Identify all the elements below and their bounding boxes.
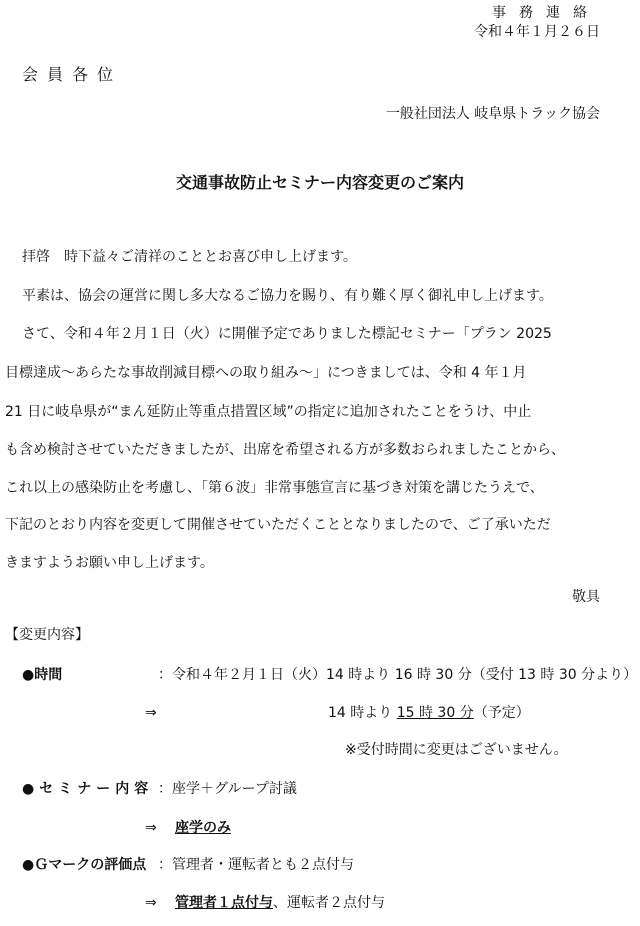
document-title: 交通事故防止セミナー内容変更のご案内 <box>175 173 464 192</box>
seminar-content-old: ：座学＋グループ討議 <box>158 781 297 797</box>
body-line: 下記のとおり内容を変更して開催させていただくこととなりましたので、ご了承いただ <box>5 517 551 533</box>
g-mark-old: ：管理者・運転者とも２点付与 <box>158 857 354 873</box>
body-line: さて、令和４年２月１日（火）に開催予定でありました標記セミナー「プラン 2025 <box>22 326 552 342</box>
time-new-value <box>328 706 530 720</box>
seminar-content-new: 座学のみ <box>175 820 231 836</box>
reception-note: ※受付時間に変更はございません。 <box>345 742 568 758</box>
body-line: も含め検討させていただきましたが、出席を希望される方が多数おられましたことから、 <box>5 442 565 458</box>
arrow-icon: ⇒ <box>145 895 157 911</box>
time-new-suffix: （予定） <box>473 705 530 721</box>
document-date: 令和４年１月２６日 <box>474 24 600 40</box>
notice-type: 事務連絡 <box>492 5 600 21</box>
body-line: 21 日に岐阜県が“まん延防止等重点措置区域”の指定に追加されたことをうけ、中止 <box>5 404 532 420</box>
recipients: 会員各位 <box>22 65 123 84</box>
g-mark-new-highlight: 管理者１点付与 <box>175 895 273 911</box>
body-line: これ以上の感染防止を考慮し、「第６波」非常事態宣言に基づき対策を講じたうえで、 <box>5 480 544 496</box>
seminar-content-label: ●セミナー内容 <box>22 781 154 797</box>
closing-word: 敬具 <box>572 589 600 605</box>
time-new-highlight: 15 時 30 分 <box>396 705 474 721</box>
arrow-icon: ⇒ <box>145 705 157 721</box>
time-label: ●時間 <box>22 667 63 683</box>
sender: 一般社団法人 岐阜県トラック協会 <box>385 106 600 122</box>
g-mark-new-suffix: 、運転者２点付与 <box>273 895 385 911</box>
arrow-icon: ⇒ <box>145 820 157 836</box>
greeting-line: 拝啓 時下益々ご清祥のこととお喜び申し上げます。 <box>22 249 357 265</box>
body-line: 目標達成～あらたな事故削減目標への取り組み～」につきましては、令和 4 年１月 <box>5 365 527 381</box>
body-line: きますようお願い申し上げます。 <box>5 555 214 571</box>
changes-section-label: 【変更内容】 <box>5 627 89 643</box>
g-mark-new <box>175 896 385 910</box>
time-old-value: ：令和４年２月１日（火）14 時より 16 時 30 分（受付 13 時 30 分より） <box>158 667 638 683</box>
time-new-prefix: 14 時より <box>328 705 397 721</box>
body-line: 平素は、協会の運営に関し多大なるご協力を賜り、有り難く厚く御礼申し上げます。 <box>22 288 553 304</box>
g-mark-label: ●Ｇマークの評価点 <box>22 857 147 873</box>
